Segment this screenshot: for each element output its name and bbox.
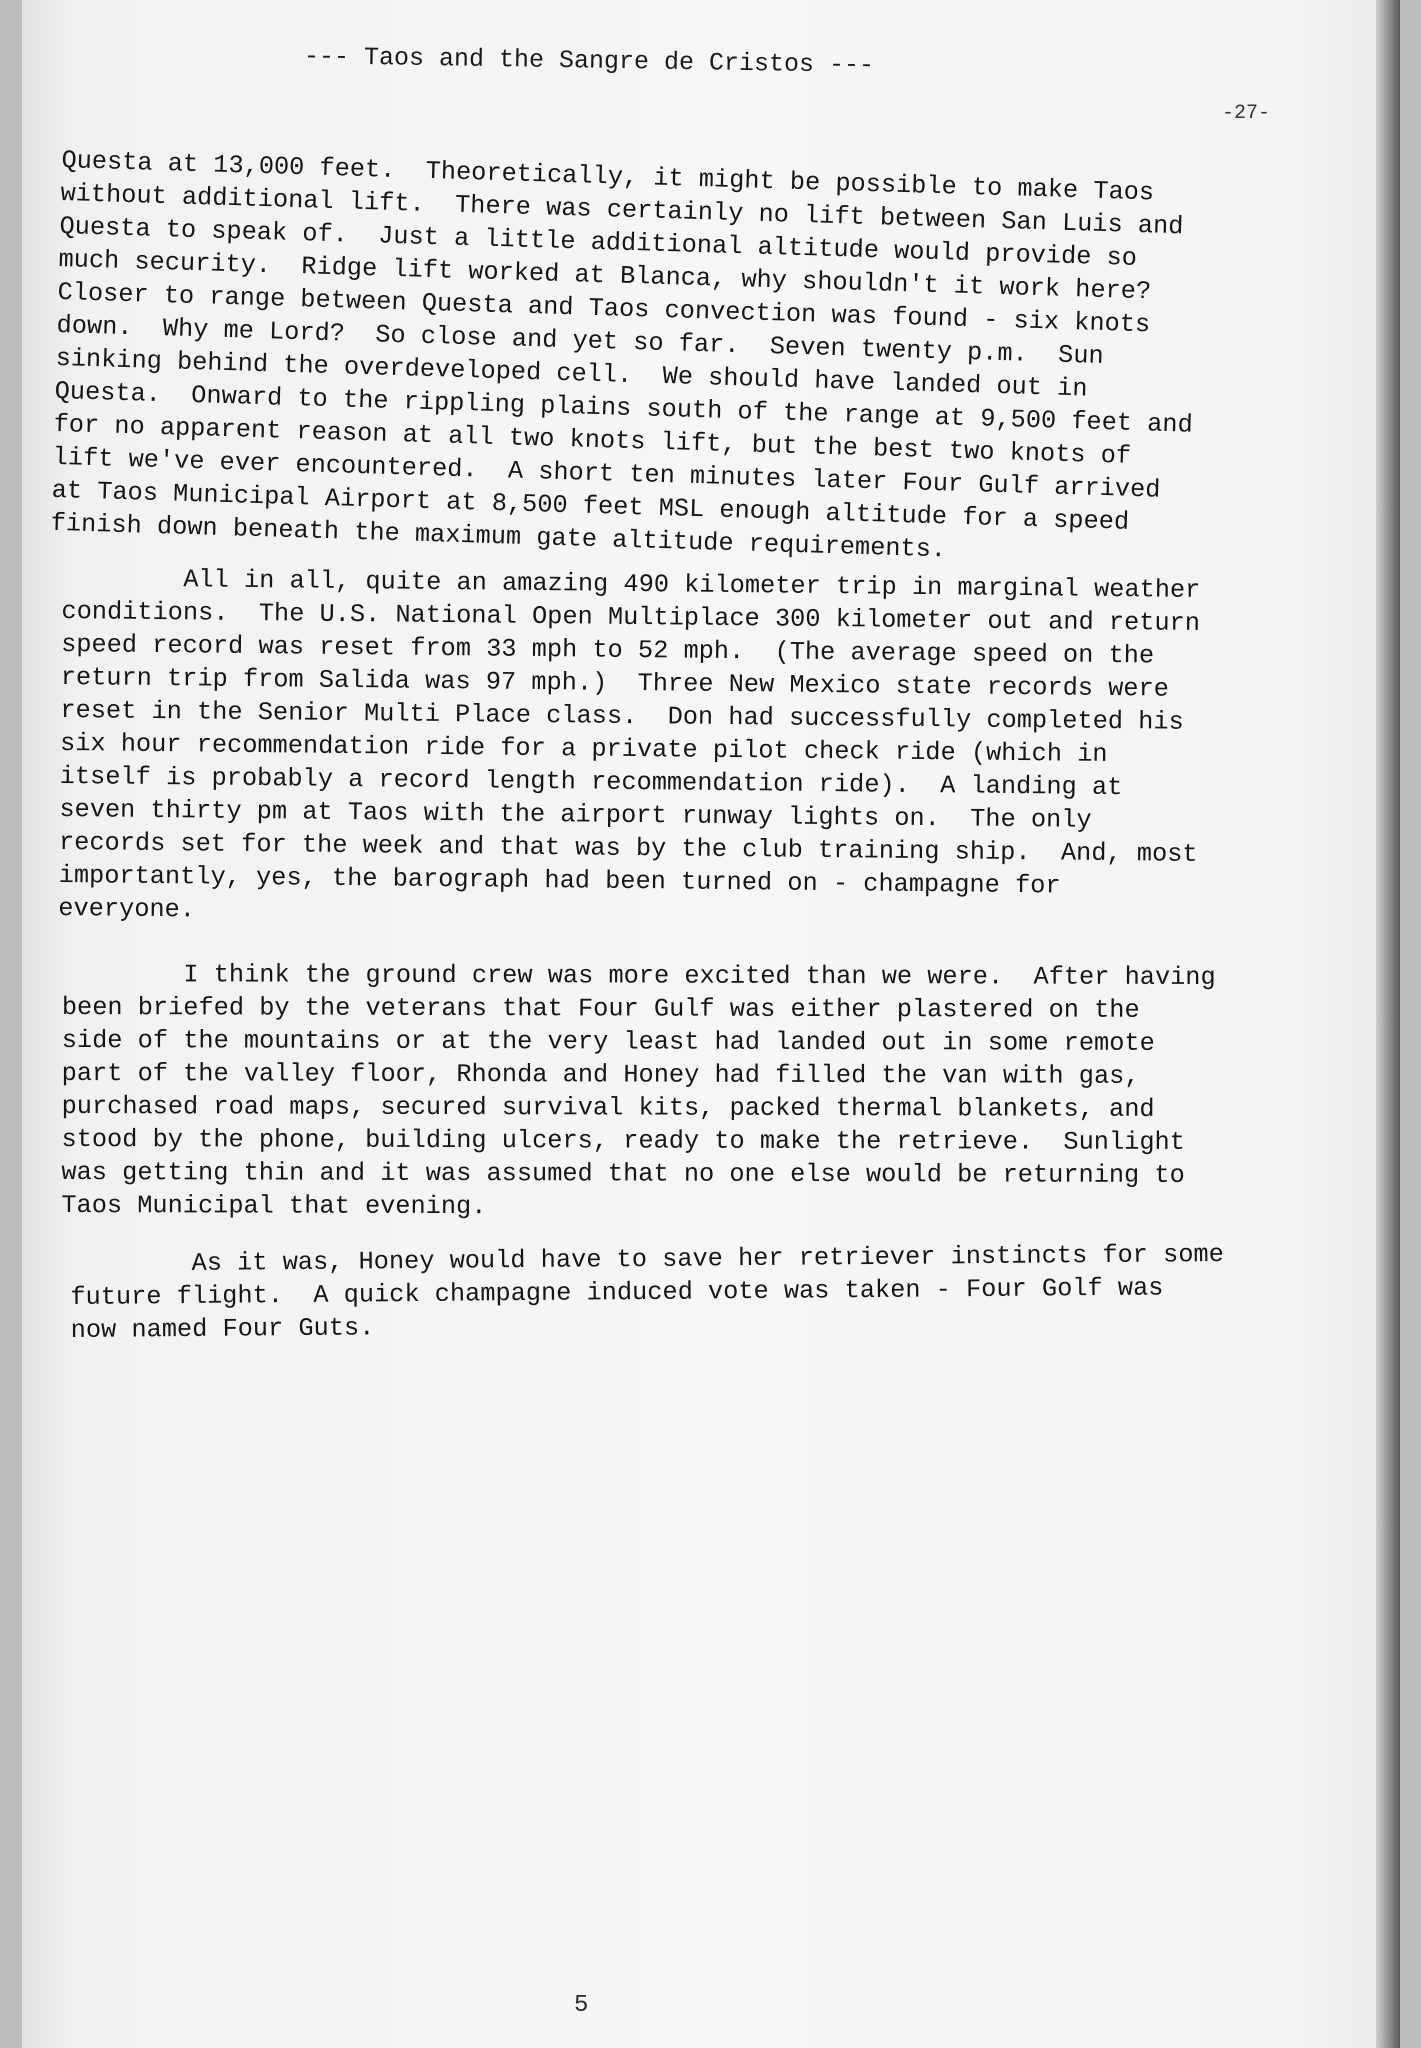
document-page [22,0,1400,2048]
paragraph-2: All in all, quite an amazing 490 kilometer trip in marginal weather conditions. The U.S. National Open Multiplace 300 kilometer out and return speed record was reset from 33 mph to 52 mph. (The average speed on the return trip from Salida was 97 mph.) Three New Mexico state records were reset in the Senior Multi Place class. Don had successfully completed his six hour recommendation ride for a private pilot check ride (which in itself is probably a record length recommendation ride). A landing at seven thirty pm at Taos with the airport runway lights on. The only records set for the week and that was by the club training ship. And, most importantly, yes, the barograph had been turned on - champagne for everyone. [58,563,1201,925]
paragraph-1: Questa at 13,000 feet. Theoretically, it might be possible to make Taos without additional lift. There was certainly no lift between San Luis and Questa to speak of. Just a little additional altitude would provide so much security. Ridge lift worked at Blanca, why shouldn't it work here? Closer to range between Questa and Taos convection was found - six knots down. Why me Lord? So close and yet so far. Seven twenty p.m. Sun sinking behind the overdeveloped cell. We should have landed out in Questa. Onward to the rippling plains south of the range at 9,500 feet and for no apparent reason at all two knots lift, but the best two knots of lift we've ever encountered. A short ten minutes later Four Gulf arrived at Taos Municipal Airport at 8,500 feet MSL enough altitude for a speed finish down beneath the maximum gate altitude requirements. [50,145,1194,565]
page-number-top: -27- [1222,102,1271,125]
running-header: --- Taos and the Sangre de Cristos --- [303,42,875,80]
paragraph-4: As it was, Honey would have to save her retriever instincts for some future flight. A quick champagne induced vote was taken - Four Golf was now named Four Guts. [70,1239,1224,1345]
paragraph-3: I think the ground crew was more excited than we were. After having been briefed by the veterans that Four Gulf was either plastered on the side of the mountains or at the very least had landed out in some remote part of the valley floor, Rhonda and Honey had filled the van with gas, purchased road maps, secured survival kits, packed thermal blankets, and stood by the phone, building ulcers, ready to make the retrieve. Sunlight was getting thin and it was assumed that no one else would be returning to Taos Municipal that evening. [61,960,1216,1222]
page-number-bottom: 5 [574,1992,589,2019]
page-edge-shadow [1376,0,1400,2048]
